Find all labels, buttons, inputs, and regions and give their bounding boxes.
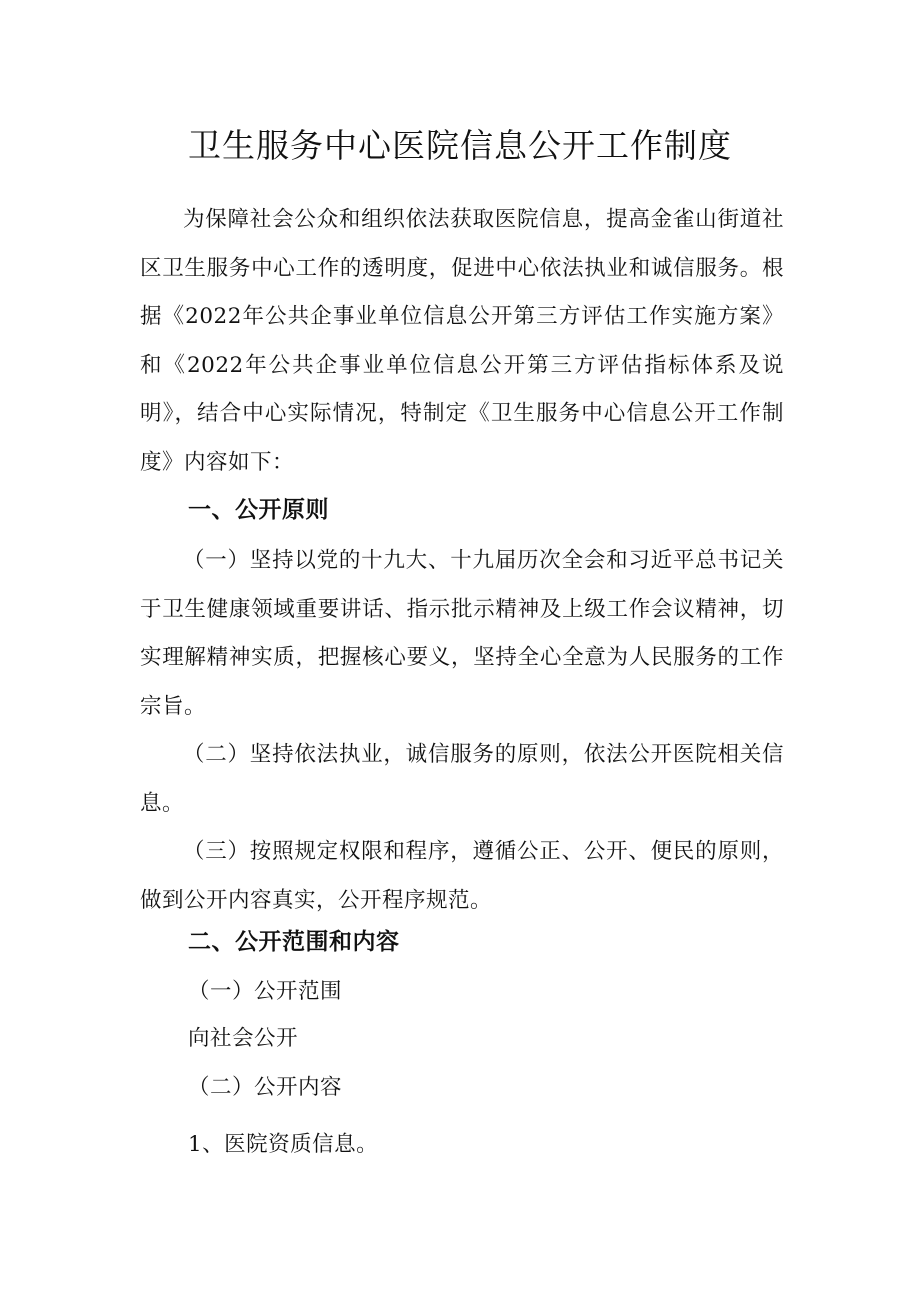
principle-item-1: （一）坚持以党的十九大、十九届历次全会和习近平总书记关于卫生健康领域重要讲话、指示批示精神及上级工作会议精神，切实理解精神实质，把握核心要义，坚持全心全意为人民服务的工作宗旨。 <box>140 548 784 719</box>
section-heading-scope-content: 二、公开范围和内容 <box>188 929 400 955</box>
content-subheading: （二）公开内容 <box>188 1075 343 1100</box>
document-title: 卫生服务中心医院信息公开工作制度 <box>188 126 732 165</box>
content-item-1: 1、医院资质信息。 <box>188 1132 379 1157</box>
section-heading-principles: 一、公开原则 <box>188 497 329 523</box>
principle-item-2: （二）坚持依法执业，诚信服务的原则，依法公开医院相关信息。 <box>140 742 784 816</box>
intro-paragraph: 为保障社会公众和组织依法获取医院信息，提高金雀山街道社区卫生服务中心工作的透明度，促进中心依法执业和诚信服务。根据《2022年公共企事业单位信息公开第三方评估工作实施方案》和《2022年公共企事业单位信息公开第三方评估指标体系及说明》，结合中心实际情况，特制定《卫生服务中心信息公开工作制度》内容如下： <box>140 207 784 475</box>
principle-item-3: （三）按照规定权限和程序，遵循公正、公开、便民的原则，做到公开内容真实，公开程序规范。 <box>140 839 784 913</box>
scope-subheading: （一）公开范围 <box>188 979 343 1004</box>
scope-text: 向社会公开 <box>188 1026 299 1051</box>
